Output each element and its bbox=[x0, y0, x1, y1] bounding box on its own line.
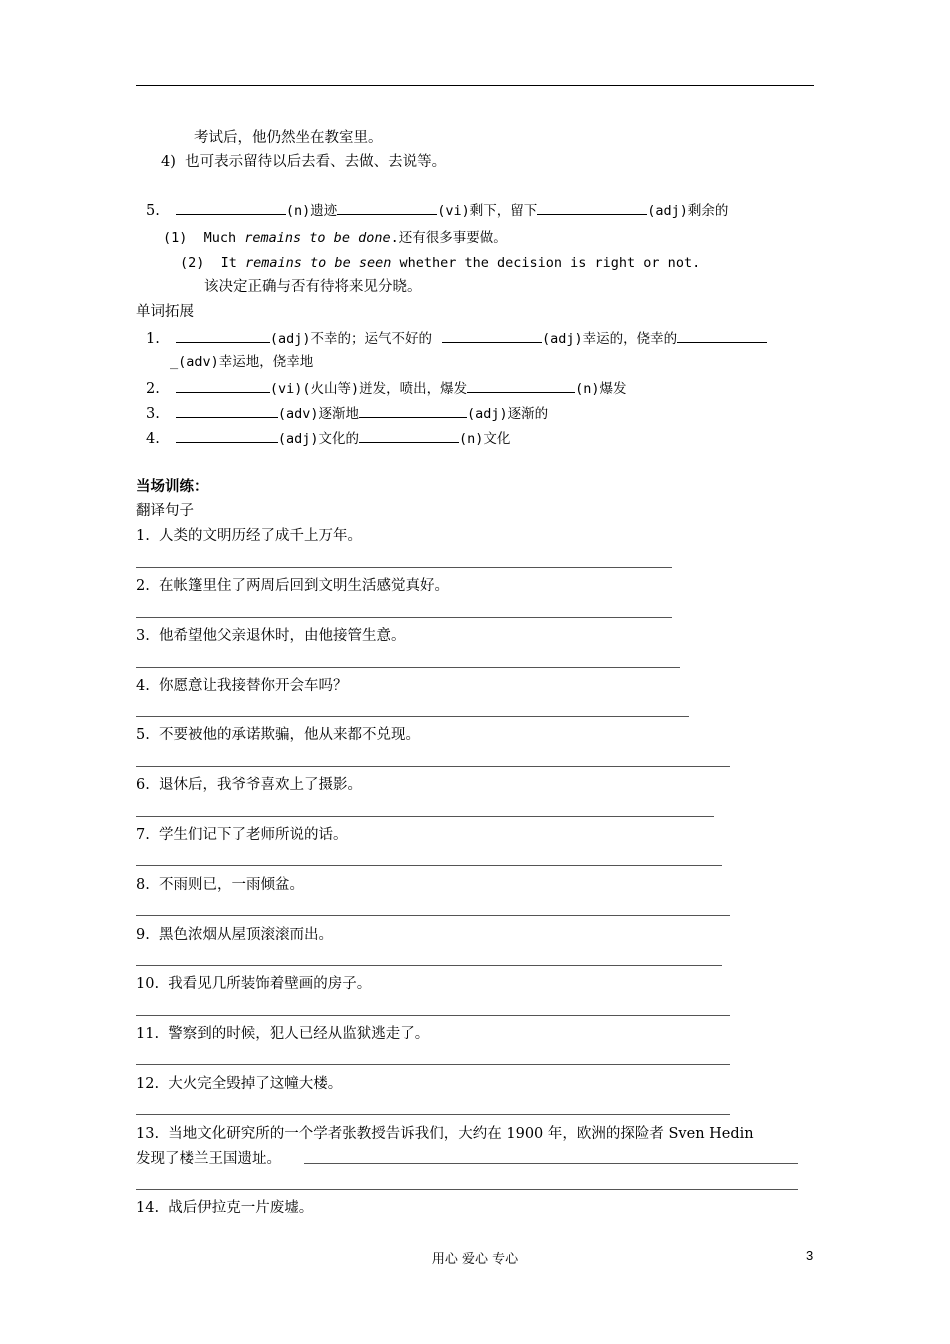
example-text: (1) Much bbox=[163, 230, 245, 246]
translation-prompt: 7. 学生们记下了老师所说的话。 bbox=[136, 827, 348, 843]
answer-line[interactable] bbox=[136, 965, 722, 966]
part-of-speech: (adj)幸运的，侥幸的 bbox=[541, 331, 678, 347]
item-number: 3. bbox=[146, 406, 160, 422]
item-number: 4. bbox=[146, 431, 160, 447]
translation-prompt: 2. 在帐篷里住了两周后回到文明生活感觉真好。 bbox=[136, 578, 450, 594]
part-of-speech: (vi)剩下，留下 bbox=[437, 203, 538, 219]
translation-prompt: 3. 他希望他父亲退休时，由他接管生意。 bbox=[136, 628, 406, 644]
answer-line[interactable] bbox=[136, 816, 714, 817]
text-line: 4) 也可表示留待以后去看、去做、去说等。 bbox=[161, 154, 447, 170]
example-text: whether the decision is right or not. bbox=[391, 255, 701, 271]
translation-prompt: 13. 当地文化研究所的一个学者张教授告诉我们，大约在 1900 年，欧洲的探险者 Sven Hedin bbox=[136, 1126, 754, 1142]
translation-prompt: 4. 你愿意让我接替你开会车吗？ bbox=[136, 678, 348, 694]
example-translation: 该决定正确与否有待将来见分晓。 bbox=[204, 279, 422, 295]
expand-item-2 bbox=[146, 377, 627, 399]
header-rule bbox=[136, 85, 814, 86]
answer-line[interactable] bbox=[136, 1189, 798, 1190]
part-of-speech: (n)爆发 bbox=[575, 381, 627, 397]
blank-field[interactable] bbox=[176, 327, 270, 343]
answer-line[interactable] bbox=[136, 1114, 730, 1115]
answer-line[interactable] bbox=[136, 667, 680, 668]
item-number: 2. bbox=[146, 381, 160, 397]
example-text: (2) It bbox=[180, 255, 246, 271]
blank-field[interactable] bbox=[176, 402, 278, 418]
part-of-speech: (adj)剩余的 bbox=[647, 203, 729, 219]
example-sentence bbox=[180, 253, 700, 273]
translation-prompt: 14. 战后伊拉克一片废墟。 bbox=[136, 1200, 314, 1216]
answer-line[interactable] bbox=[136, 1015, 730, 1016]
expand-item-1-cont: _(adv)幸运地，侥幸地 bbox=[170, 354, 314, 370]
blank-field[interactable] bbox=[442, 327, 542, 343]
page-footer: 用心 爱心 专心 bbox=[431, 1252, 519, 1267]
blank-field[interactable] bbox=[677, 327, 767, 343]
page-number: 3 bbox=[806, 1248, 814, 1263]
answer-line[interactable] bbox=[304, 1163, 798, 1164]
translation-prompt: 10. 我看见几所装饰着壁画的房子。 bbox=[136, 976, 372, 992]
translation-prompt: 11. 警察到的时候，犯人已经从监狱逃走了。 bbox=[136, 1026, 430, 1042]
item-number: 5. bbox=[146, 203, 160, 219]
blank-field[interactable] bbox=[537, 199, 647, 215]
expand-item-3 bbox=[146, 402, 548, 424]
answer-line[interactable] bbox=[136, 716, 689, 717]
blank-field[interactable] bbox=[176, 199, 286, 215]
translation-prompt-cont bbox=[136, 1149, 281, 1169]
part-of-speech: (adj)文化的 bbox=[277, 431, 359, 447]
example-italic: remains to be done bbox=[244, 230, 391, 246]
prompt-text: 发现了楼兰王国遗址。 bbox=[136, 1151, 281, 1167]
part-of-speech: (n)遗迹 bbox=[285, 203, 338, 219]
translation-prompt: 12. 大火完全毁掉了这幢大楼。 bbox=[136, 1076, 343, 1092]
answer-line[interactable] bbox=[136, 617, 672, 618]
section-subtitle: 翻译句子 bbox=[136, 503, 194, 519]
blank-field[interactable] bbox=[337, 199, 437, 215]
section-title: 单词拓展 bbox=[136, 304, 194, 320]
answer-line[interactable] bbox=[136, 915, 730, 916]
vocab-item-5 bbox=[146, 199, 728, 221]
translation-prompt: 5. 不要被他的承诺欺骗，他从来都不兑现。 bbox=[136, 727, 421, 743]
answer-line[interactable] bbox=[136, 1064, 730, 1065]
part-of-speech: (adv)逐渐地 bbox=[277, 406, 359, 422]
answer-line[interactable] bbox=[136, 567, 672, 568]
expand-item-4 bbox=[146, 427, 510, 449]
blank-field[interactable] bbox=[359, 427, 459, 443]
item-number: 1. bbox=[146, 331, 160, 347]
translation-prompt: 6. 退休后，我爷爷喜欢上了摄影。 bbox=[136, 777, 363, 793]
section-title: 当场训练： bbox=[136, 478, 209, 495]
part-of-speech: (adj)不幸的；运气不好的 bbox=[269, 331, 432, 347]
translation-prompt: 8. 不雨则已，一雨倾盆。 bbox=[136, 877, 305, 893]
answer-line[interactable] bbox=[136, 766, 730, 767]
blank-field[interactable] bbox=[359, 402, 467, 418]
text-line: 考试后，他仍然坐在教室里。 bbox=[194, 130, 383, 146]
translation-prompt: 1. 人类的文明历经了成千上万年。 bbox=[136, 528, 363, 544]
example-italic: remains to be seen bbox=[245, 255, 392, 271]
part-of-speech: (vi)(火山等)迸发，喷出，爆发 bbox=[269, 381, 468, 397]
example-text: .还有很多事要做。 bbox=[390, 230, 507, 246]
translation-prompt: 9. 黑色浓烟从屋顶滚滚而出。 bbox=[136, 927, 334, 943]
example-sentence bbox=[163, 228, 507, 248]
blank-field[interactable] bbox=[176, 427, 278, 443]
blank-field[interactable] bbox=[467, 377, 575, 393]
part-of-speech: (adj)逐渐的 bbox=[466, 406, 549, 422]
expand-item-1 bbox=[146, 327, 767, 349]
part-of-speech: (n)文化 bbox=[458, 431, 511, 447]
answer-line[interactable] bbox=[136, 865, 722, 866]
blank-field[interactable] bbox=[176, 377, 270, 393]
